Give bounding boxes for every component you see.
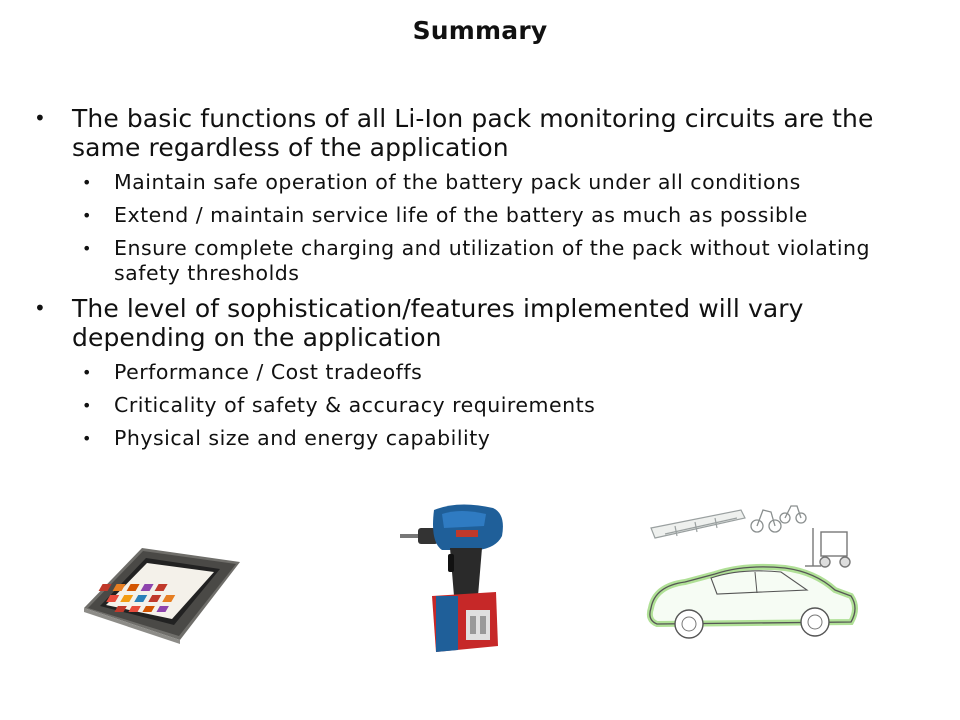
sub-bullet-text: Performance / Cost tradeoffs (114, 360, 423, 384)
sub-bullet-item (30, 203, 930, 228)
bullet-icon: • (34, 296, 46, 320)
sub-bullet-item (30, 170, 930, 195)
bullet-icon: • (34, 106, 46, 130)
tablet-image (80, 540, 242, 645)
bullet-list (30, 104, 930, 459)
bullet-text: The level of sophistication/features implemented will vary depending on the application (72, 294, 804, 352)
sub-bullet-text: Maintain safe operation of the battery pack under all conditions (114, 170, 801, 194)
sub-bullet-item (30, 393, 930, 418)
slide-title: Summary (412, 16, 548, 45)
power-drill-image (398, 500, 510, 658)
sub-bullet-text: Physical size and energy capability (114, 426, 491, 450)
sub-bullet-item (30, 236, 930, 286)
bullet-text: The basic functions of all Li-Ion pack monitoring circuits are the same regardless of the application (72, 104, 874, 162)
sub-bullet-text: Extend / maintain service life of the battery as much as possible (114, 203, 808, 227)
sub-bullet-item (30, 426, 930, 451)
vehicles-image (645, 492, 861, 647)
sub-bullet-text: Ensure complete charging and utilization of the pack without violating safety thresholds (114, 236, 871, 285)
bullet-icon: • (82, 239, 92, 258)
bullet-item (30, 104, 930, 162)
bullet-icon: • (82, 396, 92, 415)
sub-bullet-item (30, 360, 930, 385)
bullet-icon: • (82, 206, 92, 225)
sub-bullet-text: Criticality of safety & accuracy requirements (114, 393, 596, 417)
bullet-icon: • (82, 363, 92, 382)
bullet-icon: • (82, 173, 92, 192)
bullet-item (30, 294, 930, 352)
bullet-icon: • (82, 429, 92, 448)
